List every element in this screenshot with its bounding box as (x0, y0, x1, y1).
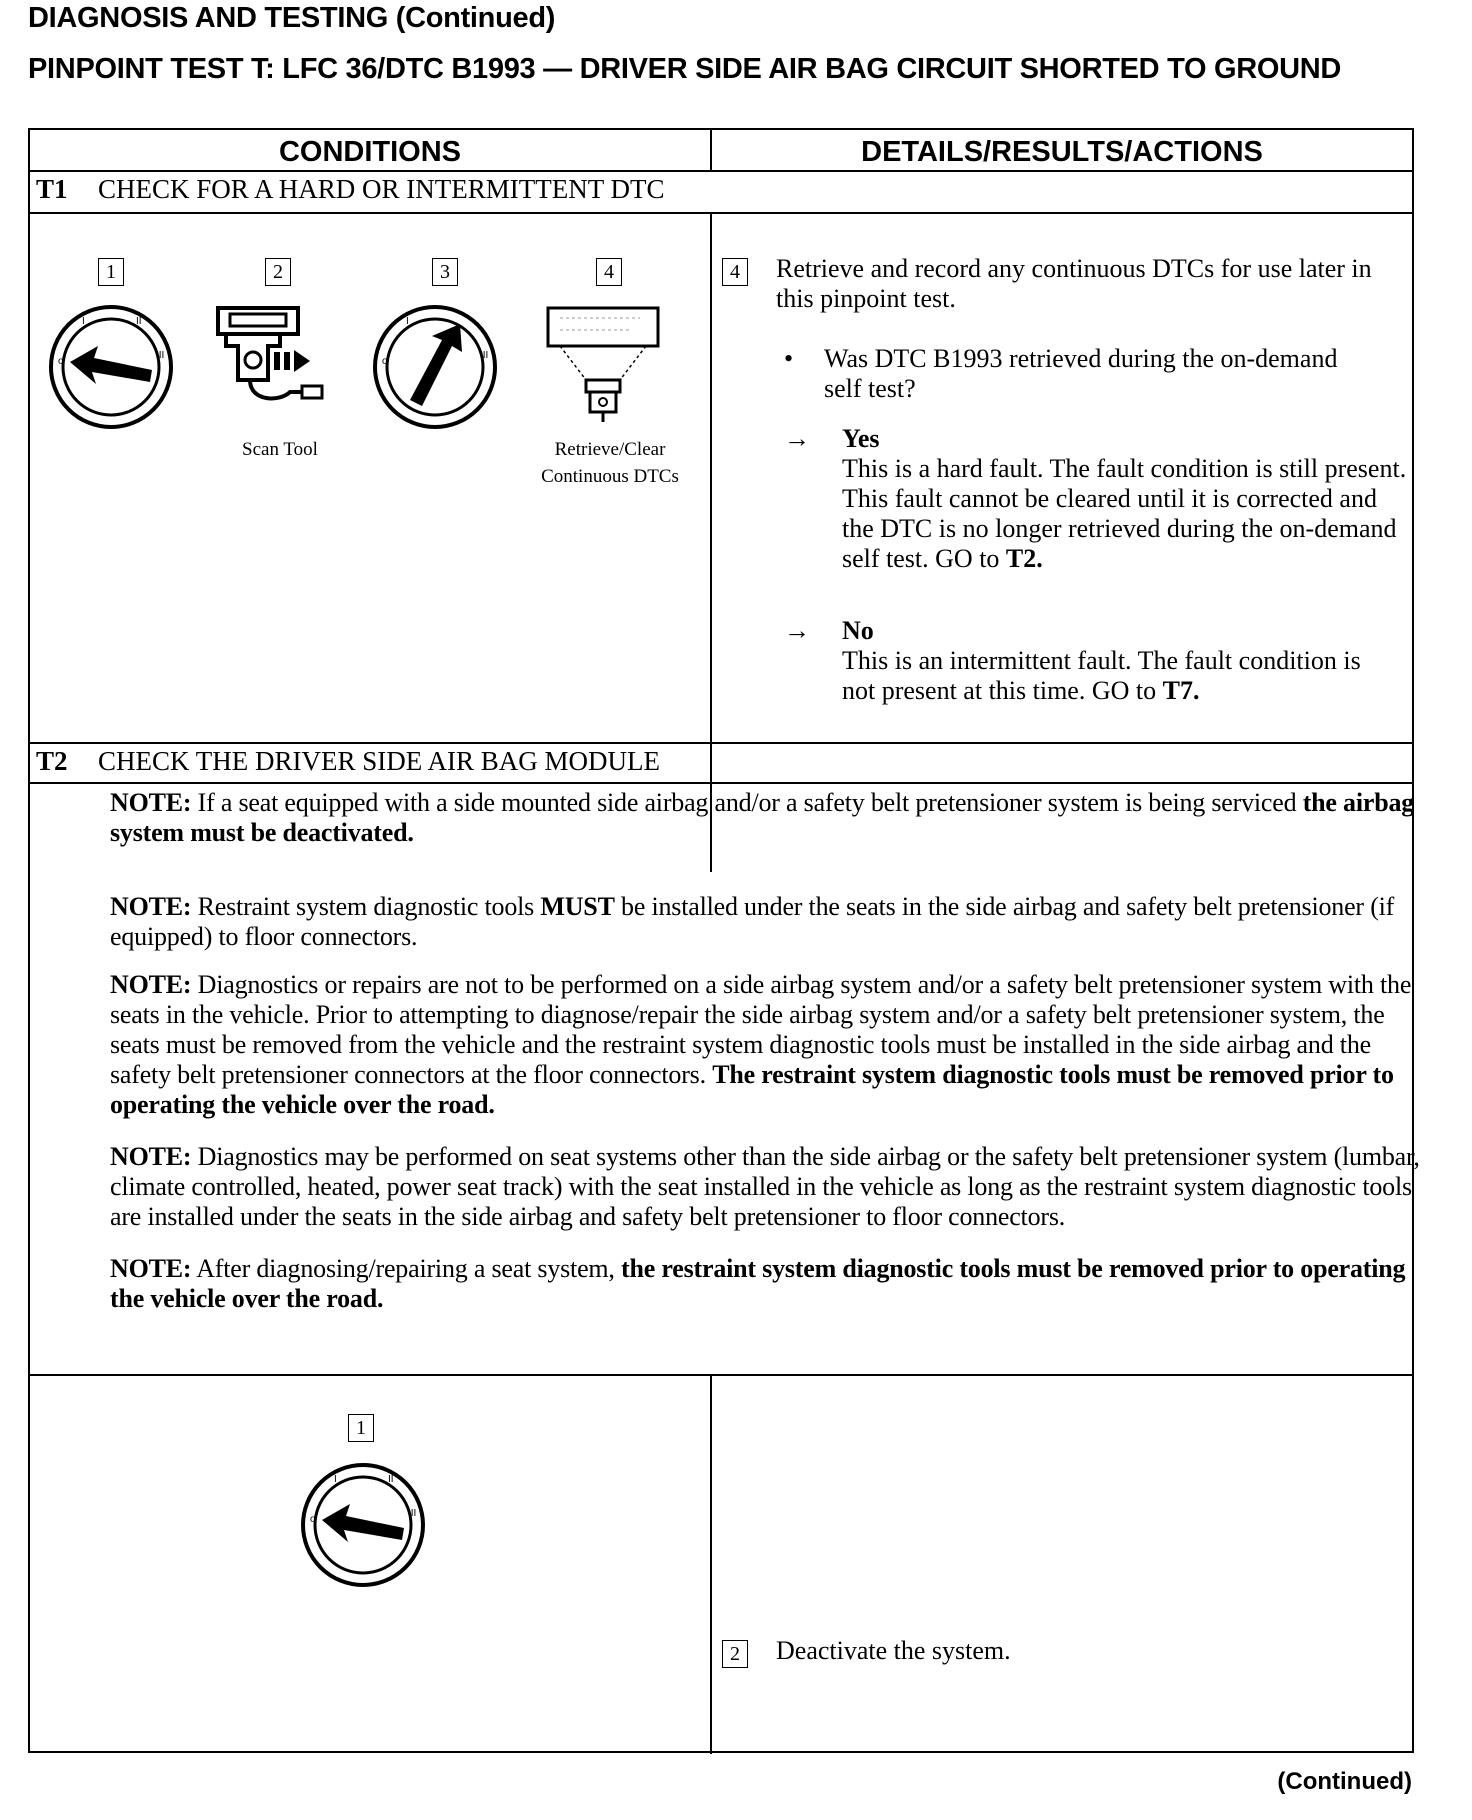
goto-link: T2. (1005, 544, 1043, 573)
note-label: NOTE: (110, 892, 192, 921)
note-3 (110, 970, 1420, 1120)
note-emphasis: the airbag system must be deactivated. (110, 788, 1415, 847)
caption-retrieve-clear (530, 436, 690, 490)
conditions-column-header: CONDITIONS (278, 136, 462, 168)
question-text: Was DTC B1993 retrieved during the on-demand self test? (824, 344, 1338, 403)
note-emphasis: MUST (540, 892, 615, 921)
svg-text:o: o (310, 1514, 316, 1525)
step-number: T1 (36, 174, 68, 204)
step-title: CHECK THE DRIVER SIDE AIR BAG MODULE (98, 746, 661, 776)
yes-text: This is a hard fault. The fault condition is still present. This fault cannot be cleared until it is corrected and the DTC is no longer retrieved during the on-demand self test. GO to (842, 454, 1407, 573)
step-header-t2 (36, 746, 660, 777)
arrow-right-icon: → (784, 424, 810, 453)
figure-step-box: 1 (348, 1414, 374, 1442)
caption-line: Retrieve/Clear (554, 439, 666, 460)
step-number: T2 (36, 746, 68, 776)
no-text: This is an intermittent fault. The fault condition is not present at this time. GO to (842, 646, 1361, 705)
svg-text:I: I (334, 1474, 337, 1485)
note-4 (110, 1142, 1420, 1232)
step-title: CHECK FOR A HARD OR INTERMITTENT DTC (98, 174, 665, 204)
note-text: Restraint system diagnostic tools (197, 892, 541, 921)
svg-text:II: II (136, 316, 142, 327)
result-no (842, 616, 1362, 706)
note-2 (110, 892, 1420, 952)
svg-text:o: o (382, 356, 388, 367)
ignition-off-icon (46, 302, 176, 432)
note-5 (110, 1254, 1420, 1314)
caption-scan-tool: Scan Tool (242, 439, 318, 460)
figure-step-box: 2 (265, 258, 291, 286)
svg-text:III: III (408, 1508, 417, 1519)
action-text: Retrieve and record any continuous DTCs for use later in this pinpoint test. (776, 254, 1372, 313)
ignition-run-icon (370, 302, 500, 432)
continued-label: (Continued) (1277, 1768, 1412, 1795)
note-text: Diagnostics or repairs are not to be performed on a side airbag system and/or a safety belt pretensioner system with the seats in the vehicle. Prior to attempting to diagnose/repair the side airbag system and/or a safety belt pretensioner system, the seats must be removed from the vehicle and the restraint system diagnostic tools must be installed in the side airbag and the safety belt pretensioner connectors at the floor connectors. (110, 970, 1412, 1089)
scan-tool-display-icon (540, 302, 670, 432)
note-label: NOTE: (110, 1254, 192, 1283)
action-step-box: 2 (722, 1640, 748, 1668)
svg-text:I: I (82, 316, 85, 327)
note-text: be installed under the seats in the side airbag and safety belt pretensioner (if equipped) to floor connectors. (110, 892, 1395, 951)
svg-text:II: II (388, 1474, 394, 1485)
figure-step-box: 4 (596, 258, 622, 286)
note-emphasis: The restraint system diagnostic tools must be removed prior to operating the vehicle over the road. (110, 1060, 1394, 1119)
note-text: Diagnostics may be performed on seat systems other than the side airbag or the safety belt pretensioner system (lumbar, climate controlled, heated, power seat track) with the seat installed in the vehicle as long as the restraint system diagnostic tools are installed under the seats in the side airbag and safety belt pretensioner to floor connectors. (110, 1142, 1420, 1231)
note-text: If a seat equipped with a side mounted side airbag and/or a safety belt pretensioner system is being serviced (197, 788, 1303, 817)
pinpoint-test-table (28, 128, 1420, 1753)
note-text: After diagnosing/repairing a seat system, (196, 1254, 622, 1283)
caption-line: Continuous DTCs (541, 466, 679, 487)
action-step-box: 4 (722, 258, 748, 286)
page-title: DIAGNOSIS AND TESTING (Continued) (28, 2, 556, 34)
step-header-t1 (36, 174, 665, 205)
action-text: Deactivate the system. (776, 1636, 1011, 1665)
figure-step-box: 1 (98, 258, 124, 286)
note-emphasis: the restraint system diagnostic tools must be removed prior to operating the vehicle over the road. (110, 1254, 1406, 1313)
note-label: NOTE: (110, 970, 192, 999)
result-yes (842, 424, 1412, 574)
bullet-icon: • (784, 344, 794, 373)
yes-label: Yes (842, 424, 880, 453)
svg-text:I: I (406, 316, 409, 327)
svg-text:III: III (156, 350, 165, 361)
scan-tool-icon (210, 302, 340, 432)
note-label: NOTE: (110, 1142, 192, 1171)
svg-text:III: III (480, 350, 489, 361)
ignition-off-icon (298, 1460, 428, 1590)
figure-step-box: 3 (432, 258, 458, 286)
note-label: NOTE: (110, 788, 192, 817)
svg-text:o: o (58, 356, 64, 367)
details-column-header: DETAILS/RESULTS/ACTIONS (861, 136, 1263, 168)
goto-link: T7. (1162, 676, 1200, 705)
no-label: No (842, 616, 874, 645)
arrow-right-icon: → (784, 616, 810, 645)
note-1 (110, 788, 1420, 848)
pinpoint-test-title: PINPOINT TEST T: LFC 36/DTC B1993 — DRIVER SIDE AIR BAG CIRCUIT SHORTED TO GROUND (28, 53, 1342, 85)
